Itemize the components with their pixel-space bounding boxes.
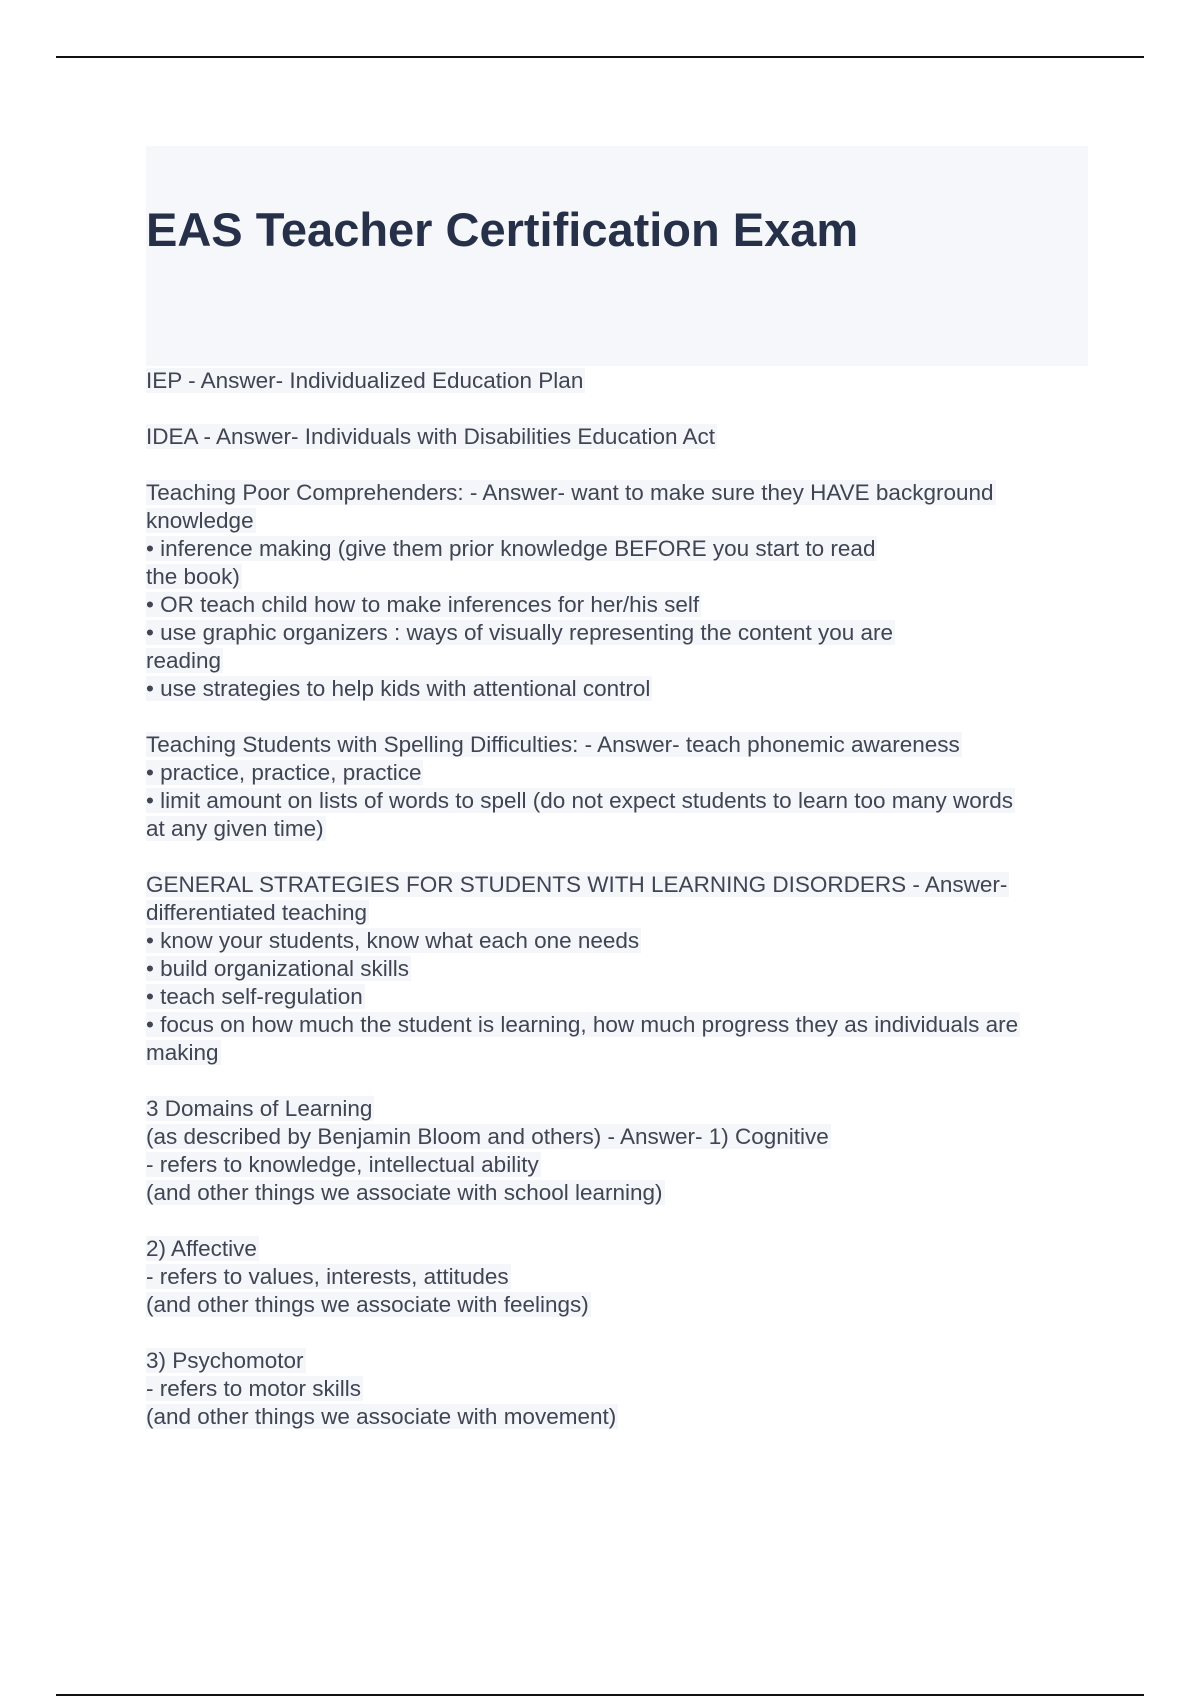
entry-line: • limit amount on lists of words to spell (do not expect students to learn too many words [146, 788, 1014, 813]
entry-line: reading [146, 648, 222, 673]
entry-iep [146, 367, 1088, 395]
entry-psychomotor [146, 1347, 1088, 1431]
entry-line: making [146, 1040, 219, 1065]
entry-line: 2) Affective [146, 1236, 257, 1261]
entry-line: GENERAL STRATEGIES FOR STUDENTS WITH LEARNING DISORDERS - Answer- [146, 872, 1008, 897]
entry-line: • use strategies to help kids with attentional control [146, 676, 651, 701]
entry-line: IDEA - Answer- Individuals with Disabilities Education Act [146, 424, 716, 449]
entry-line: 3 Domains of Learning [146, 1096, 373, 1121]
entry-line: - refers to knowledge, intellectual ability [146, 1152, 539, 1177]
entry-line: differentiated teaching [146, 900, 368, 925]
entry-line: knowledge [146, 508, 254, 533]
entry-line: Teaching Poor Comprehenders: - Answer- want to make sure they HAVE background [146, 480, 994, 505]
entry-line: (as described by Benjamin Bloom and others) - Answer- 1) Cognitive [146, 1124, 829, 1149]
entry-poor-comprehenders [146, 479, 1088, 703]
entry-line: (and other things we associate with movement) [146, 1404, 617, 1429]
top-rule [56, 56, 1144, 58]
entry-line: • build organizational skills [146, 956, 410, 981]
entry-line: IEP - Answer- Individualized Education Plan [146, 368, 584, 393]
entry-idea [146, 423, 1088, 451]
entry-line: • inference making (give them prior knowledge BEFORE you start to read [146, 536, 876, 561]
entry-line: Teaching Students with Spelling Difficulties: - Answer- teach phonemic awareness [146, 732, 960, 757]
entry-general-strategies [146, 871, 1088, 1067]
entry-line: • practice, practice, practice [146, 760, 422, 785]
entry-line: the book) [146, 564, 240, 589]
entry-affective [146, 1235, 1088, 1319]
entry-line: - refers to motor skills [146, 1376, 362, 1401]
document-body [146, 367, 1088, 1459]
entry-line: • focus on how much the student is learning, how much progress they as individuals are [146, 1012, 1019, 1037]
entry-line: • teach self-regulation [146, 984, 363, 1009]
entry-line: • know your students, know what each one needs [146, 928, 640, 953]
entry-line: - refers to values, interests, attitudes [146, 1264, 509, 1289]
entry-line: at any given time) [146, 816, 324, 841]
entry-line: 3) Psychomotor [146, 1348, 304, 1373]
bottom-rule [56, 1694, 1144, 1696]
entry-line: • OR teach child how to make inferences for her/his self [146, 592, 700, 617]
document-title: EAS Teacher Certification Exam [146, 203, 859, 256]
entry-spelling-difficulties [146, 731, 1088, 843]
entry-line: (and other things we associate with feelings) [146, 1292, 589, 1317]
entry-domains-of-learning [146, 1095, 1088, 1207]
entry-line: • use graphic organizers : ways of visually representing the content you are [146, 620, 894, 645]
entry-line: (and other things we associate with school learning) [146, 1180, 663, 1205]
